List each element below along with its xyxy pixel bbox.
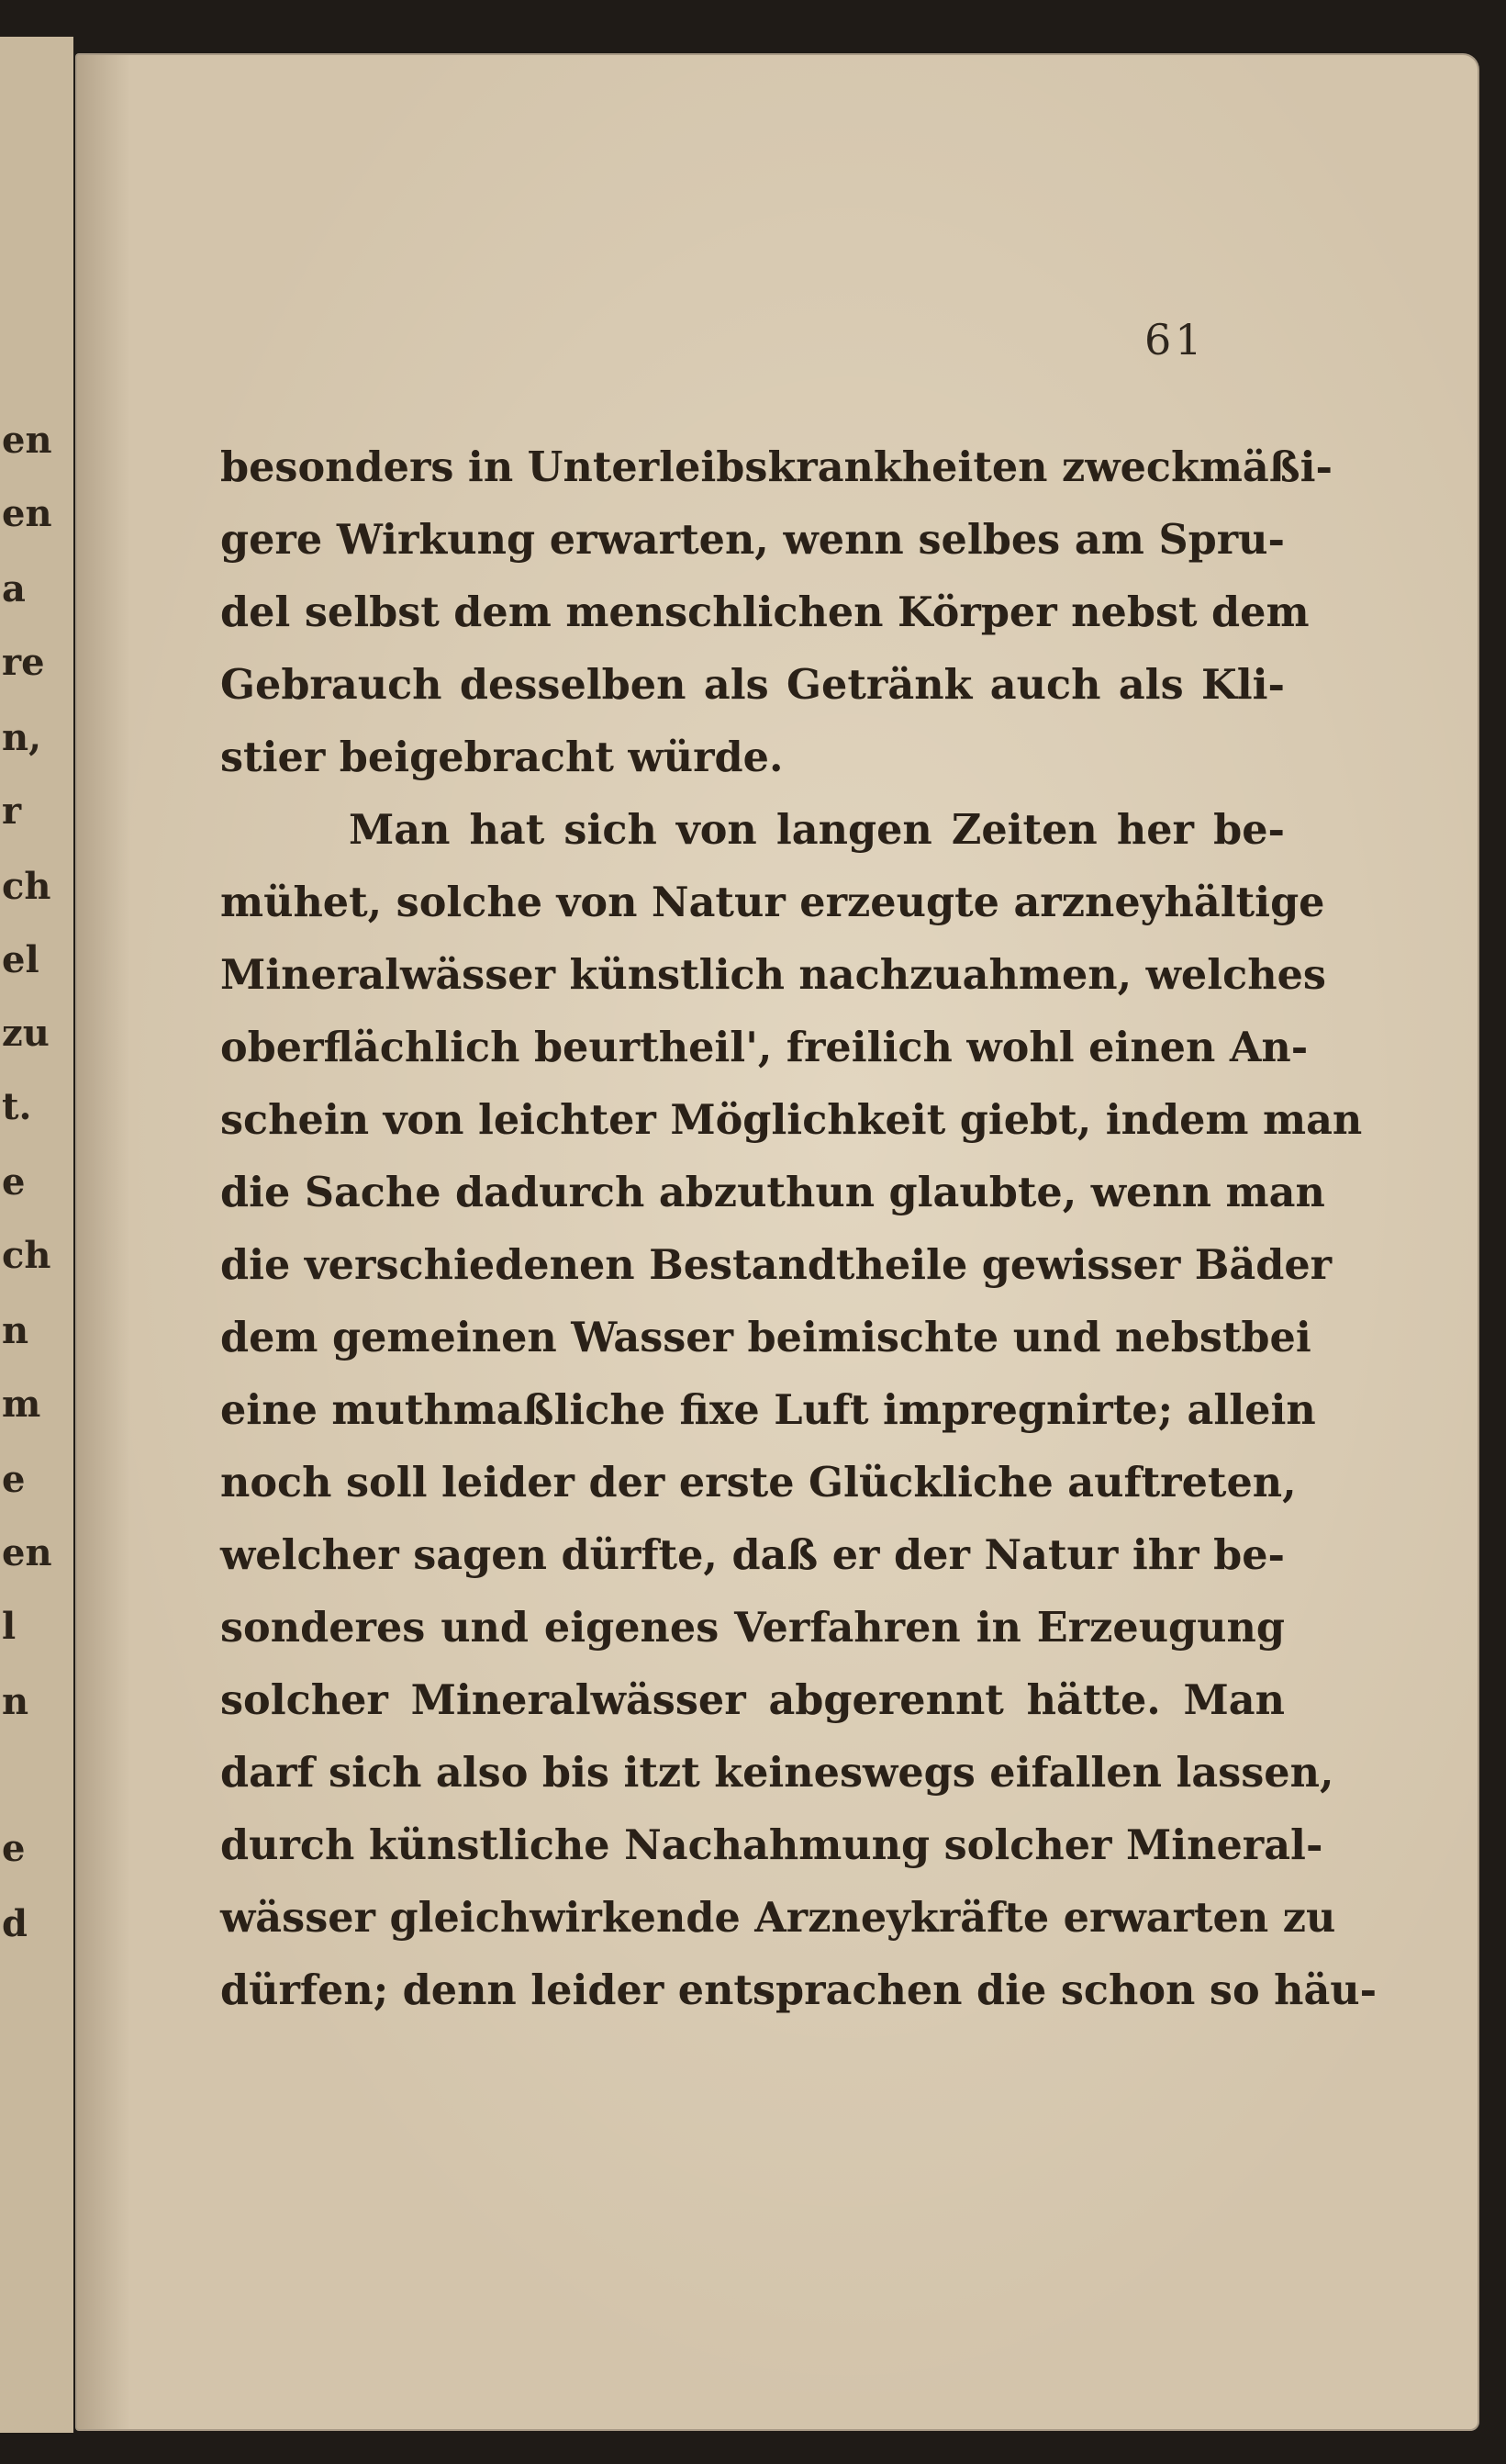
- left-page-fragment: n: [2, 1309, 29, 1352]
- book-page: [75, 53, 1479, 2431]
- text-line: stier beigebracht würde.: [220, 734, 784, 781]
- left-page-fragment: en: [2, 419, 52, 462]
- left-page-fragment: en: [2, 492, 52, 535]
- left-page-fragment: n,: [2, 716, 42, 759]
- left-page-fragment: en: [2, 1531, 52, 1574]
- text-line: gere Wirkung erwarten, wenn selbes am Spru-: [220, 516, 1285, 564]
- text-line: wässer gleichwirkende Arzneykräfte erwarten zu: [220, 1894, 1336, 1942]
- text-line: die verschiedenen Bestandtheile gewisser Bäder: [220, 1241, 1333, 1289]
- text-line: Gebrauch desselben als Getränk auch als Kli-: [220, 661, 1285, 709]
- text-line: Man hat sich von langen Zeiten her be-: [349, 806, 1285, 854]
- text-line: del selbst dem menschlichen Körper nebst dem: [220, 588, 1310, 636]
- left-page-fragment: a: [2, 567, 26, 610]
- left-page-fragment: e: [2, 1827, 26, 1870]
- left-page-fragment: ch: [2, 865, 51, 908]
- left-page-fragment: el: [2, 938, 39, 981]
- text-line: sonderes und eigenes Verfahren in Erzeugung: [220, 1604, 1285, 1652]
- left-page-fragment: e: [2, 1458, 26, 1501]
- text-line: schein von leichter Möglichkeit giebt, indem man: [220, 1096, 1363, 1144]
- left-page-fragment: d: [2, 1902, 28, 1945]
- text-line: welcher sagen dürfte, daß er der Natur ihr be-: [220, 1531, 1285, 1579]
- left-page-edge: [0, 37, 73, 2433]
- text-line: solcher Mineralwässer abgerennt hätte. Man: [220, 1676, 1285, 1724]
- left-page-fragment: ch: [2, 1234, 51, 1277]
- left-page-fragment: m: [2, 1383, 41, 1426]
- left-page-fragment: re: [2, 641, 45, 684]
- body-text: [220, 431, 1378, 2027]
- left-page-fragment: e: [2, 1160, 26, 1204]
- left-page-fragment: zu: [2, 1012, 50, 1055]
- text-line: oberflächlich beurtheil', freilich wohl einen An-: [220, 1024, 1309, 1071]
- text-line: durch künstliche Nachahmung solcher Mineral-: [220, 1821, 1323, 1869]
- left-page-fragment: r: [2, 790, 22, 833]
- text-line: eine muthmaßliche fixe Luft impregnirte; allein: [220, 1386, 1316, 1434]
- text-line: Mineralwässer künstlich nachzuahmen, welches: [220, 951, 1326, 999]
- text-line: dem gemeinen Wasser beimischte und nebstbei: [220, 1314, 1311, 1361]
- text-line: darf sich also bis itzt keineswegs eifallen lassen,: [220, 1749, 1334, 1797]
- text-line: noch soll leider der erste Glückliche auftreten,: [220, 1459, 1297, 1506]
- text-line: mühet, solche von Natur erzeugte arzneyhältige: [220, 879, 1325, 926]
- text-line: besonders in Unterleibskrankheiten zweckmäßi-: [220, 443, 1333, 491]
- left-page-fragment: l: [2, 1605, 17, 1648]
- text-line: die Sache dadurch abzuthun glaubte, wenn man: [220, 1169, 1325, 1216]
- left-page-fragment: n: [2, 1680, 29, 1723]
- page-number: 61: [1144, 315, 1206, 364]
- left-page-fragment: t.: [2, 1085, 32, 1128]
- text-line: dürfen; denn leider entsprachen die schon so häu-: [220, 1966, 1378, 2014]
